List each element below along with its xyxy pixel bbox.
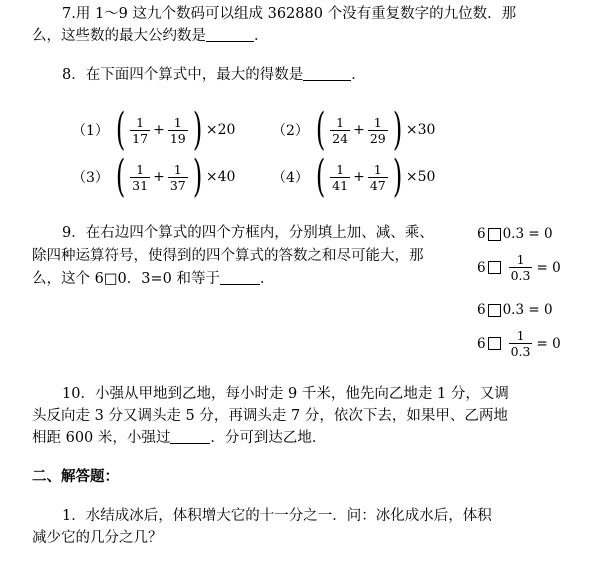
q8-expression-4 <box>272 151 437 203</box>
denominator: 31 <box>132 177 149 193</box>
numerator: 1 <box>336 114 345 130</box>
fraction <box>330 162 350 193</box>
operator-box <box>488 304 501 317</box>
numerator: 1 <box>173 161 182 177</box>
q7-line1: 7.用 1～9 这九个数码可以组成 362880 个没有重复数字的九位数．那 <box>62 6 517 22</box>
q8-end: ． <box>351 67 366 83</box>
denominator: 41 <box>332 177 349 193</box>
denominator: 17 <box>132 130 149 146</box>
eq-six: 6 <box>477 226 486 242</box>
expr-label: （2） <box>272 123 309 139</box>
eq-six: 6 <box>477 302 486 318</box>
denominator: 29 <box>369 130 386 146</box>
eq-rhs: = 0 <box>528 302 553 318</box>
numerator: 1 <box>516 252 525 267</box>
q8-text-main: 8．在下面四个算式中，最大的得数是 <box>62 67 304 83</box>
denominator: 0.3 <box>510 268 531 283</box>
fraction <box>168 115 188 146</box>
q9-line3 <box>32 270 274 288</box>
q8-expression-3 <box>72 151 237 203</box>
expr-label: （3） <box>72 170 109 186</box>
operator-box <box>488 337 501 350</box>
fraction <box>130 115 150 146</box>
eq-rhs: = 0 <box>528 226 553 242</box>
multiplier: ×20 <box>205 122 236 138</box>
eq-six: 6 <box>477 259 486 276</box>
multiplier: ×30 <box>405 122 436 138</box>
eq-value: 0.3 <box>502 302 525 318</box>
numerator: 1 <box>373 114 382 130</box>
right-paren: ) <box>392 104 403 155</box>
answer-blank <box>303 66 351 81</box>
fraction <box>509 252 533 283</box>
q7-end: ． <box>254 28 269 44</box>
q10-end: ．分可到达乙地． <box>210 430 327 446</box>
fraction <box>368 162 388 193</box>
fraction <box>509 328 533 359</box>
left-paren: ( <box>115 151 126 202</box>
denominator: 24 <box>332 130 349 146</box>
numerator: 1 <box>336 161 345 177</box>
equation-3 <box>477 302 553 318</box>
q8-expression-2 <box>272 104 437 156</box>
expr-label: （1） <box>72 123 109 139</box>
plus-sign: + <box>353 169 365 185</box>
numerator: 1 <box>516 328 525 343</box>
numerator: 1 <box>136 114 145 130</box>
denominator: 47 <box>369 177 386 193</box>
q8-text <box>62 66 366 84</box>
q10-line3-text: 相距 600 米，小强过 <box>32 430 171 446</box>
fraction <box>130 162 150 193</box>
answer-blank <box>170 429 210 444</box>
answer-blank <box>206 27 254 42</box>
fraction <box>330 115 350 146</box>
numerator: 1 <box>173 114 182 130</box>
right-paren: ) <box>392 151 403 202</box>
equation-2 <box>477 252 561 283</box>
left-paren: ( <box>315 104 326 155</box>
denominator: 37 <box>169 177 186 193</box>
fraction <box>168 162 188 193</box>
q7-line2-text: 么，这些数的最大公约数是 <box>32 28 206 44</box>
equation-4 <box>477 328 561 359</box>
fraction <box>368 115 388 146</box>
expr-label: （4） <box>272 170 309 186</box>
left-paren: ( <box>315 151 326 202</box>
operator-box <box>488 261 501 274</box>
q10-line2: 头反向走 3 分又调头走 5 分，再调头走 7 分，依次下去，如果甲、乙两地 <box>32 408 508 424</box>
denominator: 0.3 <box>510 344 531 359</box>
q9-line3-text: 么，这个 6□0．3=0 和等于 <box>32 271 220 287</box>
q1-line1: 1．水结成冰后，体积增大它的十一分之一．问：冰化成水后，体积 <box>62 508 492 524</box>
q8-expression-1 <box>72 104 237 156</box>
right-paren: ) <box>192 104 203 155</box>
q9-line2: 除四种运算符号，使得到的四个算式的答数之和尽可能大，那 <box>32 248 424 264</box>
section-title: 二、解答题： <box>32 469 119 485</box>
eq-rhs: = 0 <box>536 335 561 352</box>
multiplier: ×50 <box>405 169 436 185</box>
plus-sign: + <box>353 122 365 138</box>
plus-sign: + <box>153 169 165 185</box>
q9-end: ． <box>259 271 275 287</box>
denominator: 19 <box>169 130 186 146</box>
q9-line1: 9．在右边四个算式的四个方框内，分别填上加、减、乘、 <box>62 225 434 241</box>
plus-sign: + <box>153 122 165 138</box>
operator-box <box>488 228 501 241</box>
left-paren: ( <box>115 104 126 155</box>
answer-blank <box>220 270 260 285</box>
eq-rhs: = 0 <box>536 259 561 276</box>
q7-line2 <box>32 27 269 45</box>
q10-line3 <box>32 429 326 447</box>
eq-value: 0.3 <box>502 226 525 242</box>
right-paren: ) <box>192 151 203 202</box>
numerator: 1 <box>136 161 145 177</box>
q10-line1: 10．小强从甲地到乙地，每小时走 9 千米，他先向乙地走 1 分，又调 <box>62 386 509 402</box>
equation-1 <box>477 226 553 242</box>
multiplier: ×40 <box>205 169 236 185</box>
eq-six: 6 <box>477 335 486 352</box>
numerator: 1 <box>373 161 382 177</box>
q1-line2: 减少它的几分之几？ <box>32 530 163 546</box>
